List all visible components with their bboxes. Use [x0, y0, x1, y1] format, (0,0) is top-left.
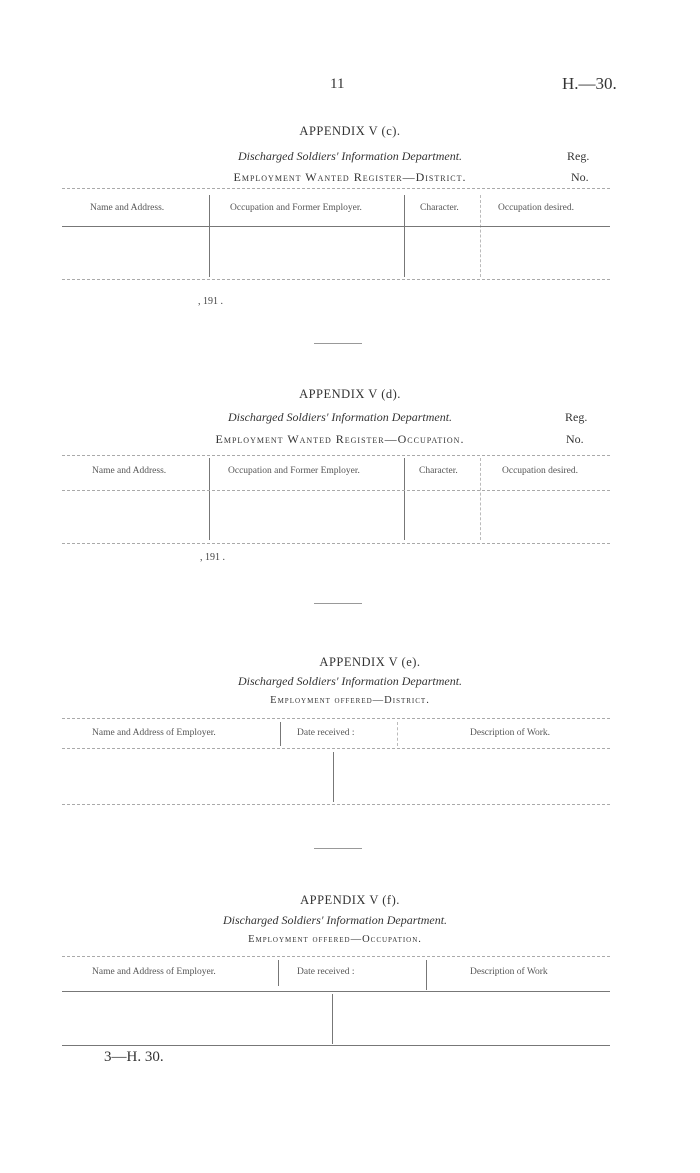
table-top-rule	[62, 718, 610, 719]
column-divider	[209, 458, 210, 540]
register-title: Employment Wanted Register—District.	[233, 170, 467, 184]
header-rule	[62, 748, 610, 749]
table-bottom-rule	[62, 543, 610, 544]
page-number: 11	[330, 76, 345, 92]
document-reference: H.—30.	[562, 74, 617, 93]
column-header-date-received: Date received :	[297, 728, 355, 738]
register-title: Employment Wanted Register—Occupation.	[215, 432, 465, 446]
column-header-occupation-employer: Occupation and Former Employer.	[228, 466, 360, 476]
column-header-date-received: Date received :	[297, 967, 355, 977]
column-header-character: Character.	[420, 203, 459, 213]
register-title: Employment offered—Occupation.	[248, 934, 422, 945]
column-divider	[332, 994, 333, 1044]
department-name: Discharged Soldiers' Information Department.	[227, 410, 453, 424]
department-name: Discharged Soldiers' Information Department.	[237, 674, 463, 688]
column-header-occupation-employer: Occupation and Former Employer.	[230, 203, 362, 213]
column-header-character: Character.	[419, 466, 458, 476]
appendix-title: APPENDIX V (f).	[300, 893, 400, 907]
header-rule	[62, 991, 610, 992]
register-title: Employment offered—District.	[270, 695, 430, 706]
department-name: Discharged Soldiers' Information Department.	[237, 149, 463, 163]
section-separator	[314, 603, 362, 604]
table-bottom-rule	[62, 804, 610, 805]
appendix-title: APPENDIX V (c).	[299, 124, 401, 138]
no-label: No.	[566, 432, 584, 446]
column-header-employer: Name and Address of Employer.	[92, 728, 216, 738]
column-header-description: Description of Work.	[470, 728, 551, 738]
column-divider	[209, 195, 210, 277]
column-header-name-address: Name and Address.	[90, 203, 165, 213]
reg-label: Reg.	[567, 149, 590, 163]
column-divider	[426, 960, 427, 990]
table-top-rule	[62, 455, 610, 456]
column-divider	[280, 722, 281, 746]
department-name: Discharged Soldiers' Information Department.	[222, 913, 448, 927]
footer-signature: 3—H. 30.	[104, 1049, 164, 1065]
column-header-occupation-desired: Occupation desired.	[502, 466, 578, 476]
appendix-title: APPENDIX V (e).	[319, 655, 421, 669]
section-separator	[314, 848, 362, 849]
column-header-name-address: Name and Address.	[92, 466, 167, 476]
column-divider	[397, 722, 398, 746]
reg-label: Reg.	[565, 410, 588, 424]
no-label: No.	[571, 170, 589, 184]
section-separator	[314, 343, 362, 344]
date-line: , 191 .	[200, 552, 225, 563]
table-top-rule	[62, 188, 610, 189]
column-header-occupation-desired: Occupation desired.	[498, 203, 574, 213]
column-header-employer: Name and Address of Employer.	[92, 967, 216, 977]
column-divider	[404, 458, 405, 540]
column-divider	[480, 195, 481, 277]
header-rule	[62, 226, 610, 227]
column-divider	[278, 960, 279, 986]
column-divider	[480, 458, 481, 540]
table-bottom-rule	[62, 279, 610, 280]
header-rule	[62, 490, 610, 491]
appendix-title: APPENDIX V (d).	[299, 387, 401, 401]
date-line: , 191 .	[198, 296, 223, 307]
column-divider	[333, 752, 334, 802]
table-bottom-rule	[62, 1045, 610, 1046]
column-header-description: Description of Work	[470, 967, 548, 977]
column-divider	[404, 195, 405, 277]
table-top-rule	[62, 956, 610, 957]
